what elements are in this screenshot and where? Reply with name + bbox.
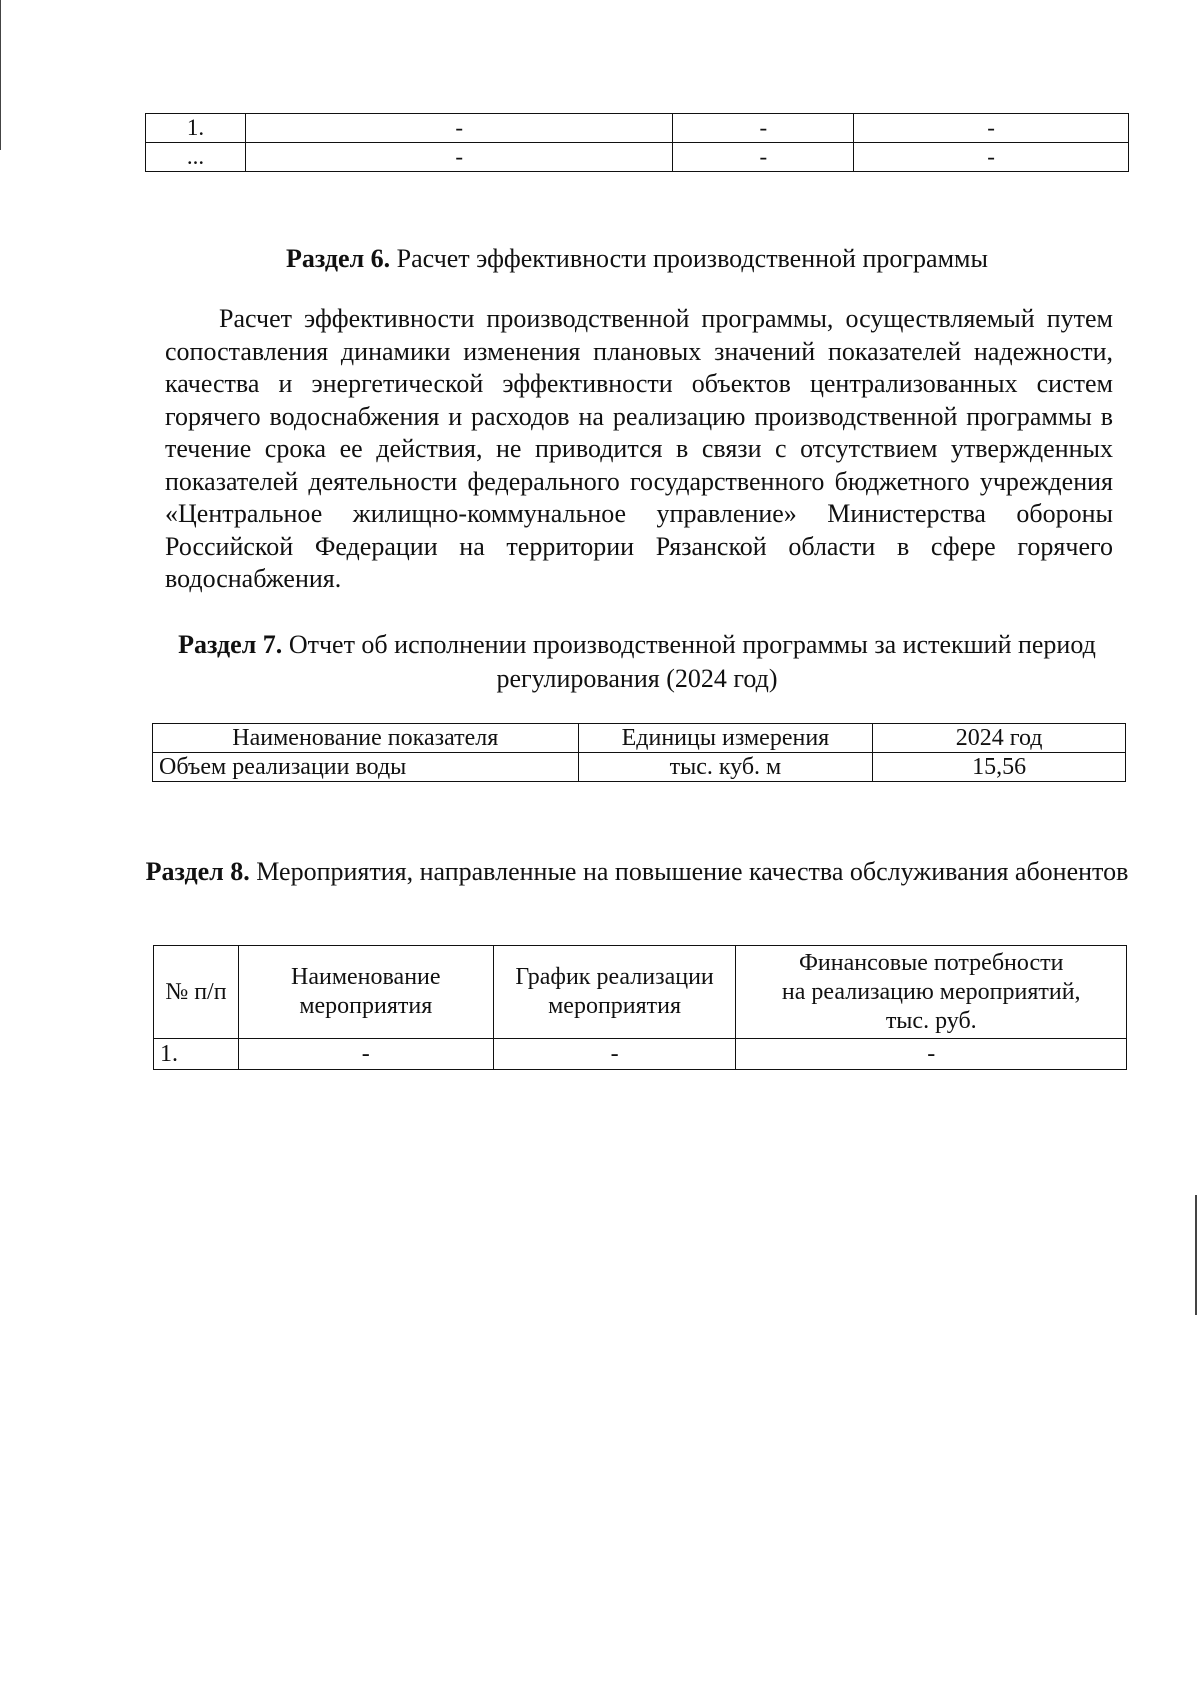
table-cell: ... — [146, 143, 246, 172]
column-header: 2024 год — [873, 724, 1126, 753]
section-8-heading — [145, 855, 1129, 889]
section-8-heading-number: Раздел 8. — [145, 857, 250, 886]
section-6-heading-number: Раздел 6. — [286, 244, 391, 273]
section-8-table — [153, 945, 1127, 1070]
table-cell: тыс. куб. м — [578, 753, 873, 782]
column-header: № п/п — [154, 946, 239, 1039]
table-cell: 1. — [146, 114, 246, 143]
scan-edge-left — [0, 0, 1, 150]
section-7-heading-number: Раздел 7. — [178, 630, 283, 659]
table-row — [153, 753, 1126, 782]
column-header: Наименование показателя — [153, 724, 579, 753]
column-header: Наименование мероприятия — [238, 946, 493, 1039]
table-header-row — [154, 946, 1127, 1039]
section-6-paragraph: Расчет эффективности производственной программы, осуществляемый путем сопоставления динамики изменения плановых значений показателей надежности, качества и энергетической эффективности объектов централизованных систем горячего водоснабжения и расходов на реализацию производственной программы в течение срока ее действия, не приводится в связи с отсутствием утвержденных показателей деятельности федерального государственного бюджетного учреждения «Центральное жилищно-коммунальное управление» Министерства обороны Российской Федерации на территории Рязанской области в сфере горячего водоснабжения. — [165, 304, 1113, 593]
table-cell: Объем реализации воды — [153, 753, 579, 782]
continuation-table — [145, 113, 1129, 172]
table-cell: 1. — [154, 1039, 239, 1070]
table-cell: - — [493, 1039, 736, 1070]
table-cell: - — [673, 143, 854, 172]
section-6-heading — [145, 242, 1129, 276]
table-cell: - — [736, 1039, 1127, 1070]
table-cell: - — [854, 143, 1129, 172]
table-cell: - — [245, 143, 673, 172]
table-row — [146, 143, 1129, 172]
column-header: Единицы измерения — [578, 724, 873, 753]
table-cell: - — [238, 1039, 493, 1070]
section-7-heading — [145, 628, 1129, 696]
table-row — [146, 114, 1129, 143]
table-cell: - — [673, 114, 854, 143]
section-7-table — [152, 723, 1126, 782]
section-8-heading-title: Мероприятия, направленные на повышение качества обслуживания абонентов — [249, 857, 1129, 886]
section-6-heading-title: Расчет эффективности производственной программы — [390, 244, 988, 273]
table-cell: - — [854, 114, 1129, 143]
section-7-heading-title: Отчет об исполнении производственной программы за истекший период регулирования (2024 год) — [282, 630, 1096, 693]
column-header: Финансовые потребности на реализацию мероприятий, тыс. руб. — [736, 946, 1127, 1039]
column-header: График реализации мероприятия — [493, 946, 736, 1039]
scan-edge-right — [1195, 1195, 1197, 1315]
table-cell: 15,56 — [873, 753, 1126, 782]
table-cell: - — [245, 114, 673, 143]
table-row — [154, 1039, 1127, 1070]
table-header-row — [153, 724, 1126, 753]
